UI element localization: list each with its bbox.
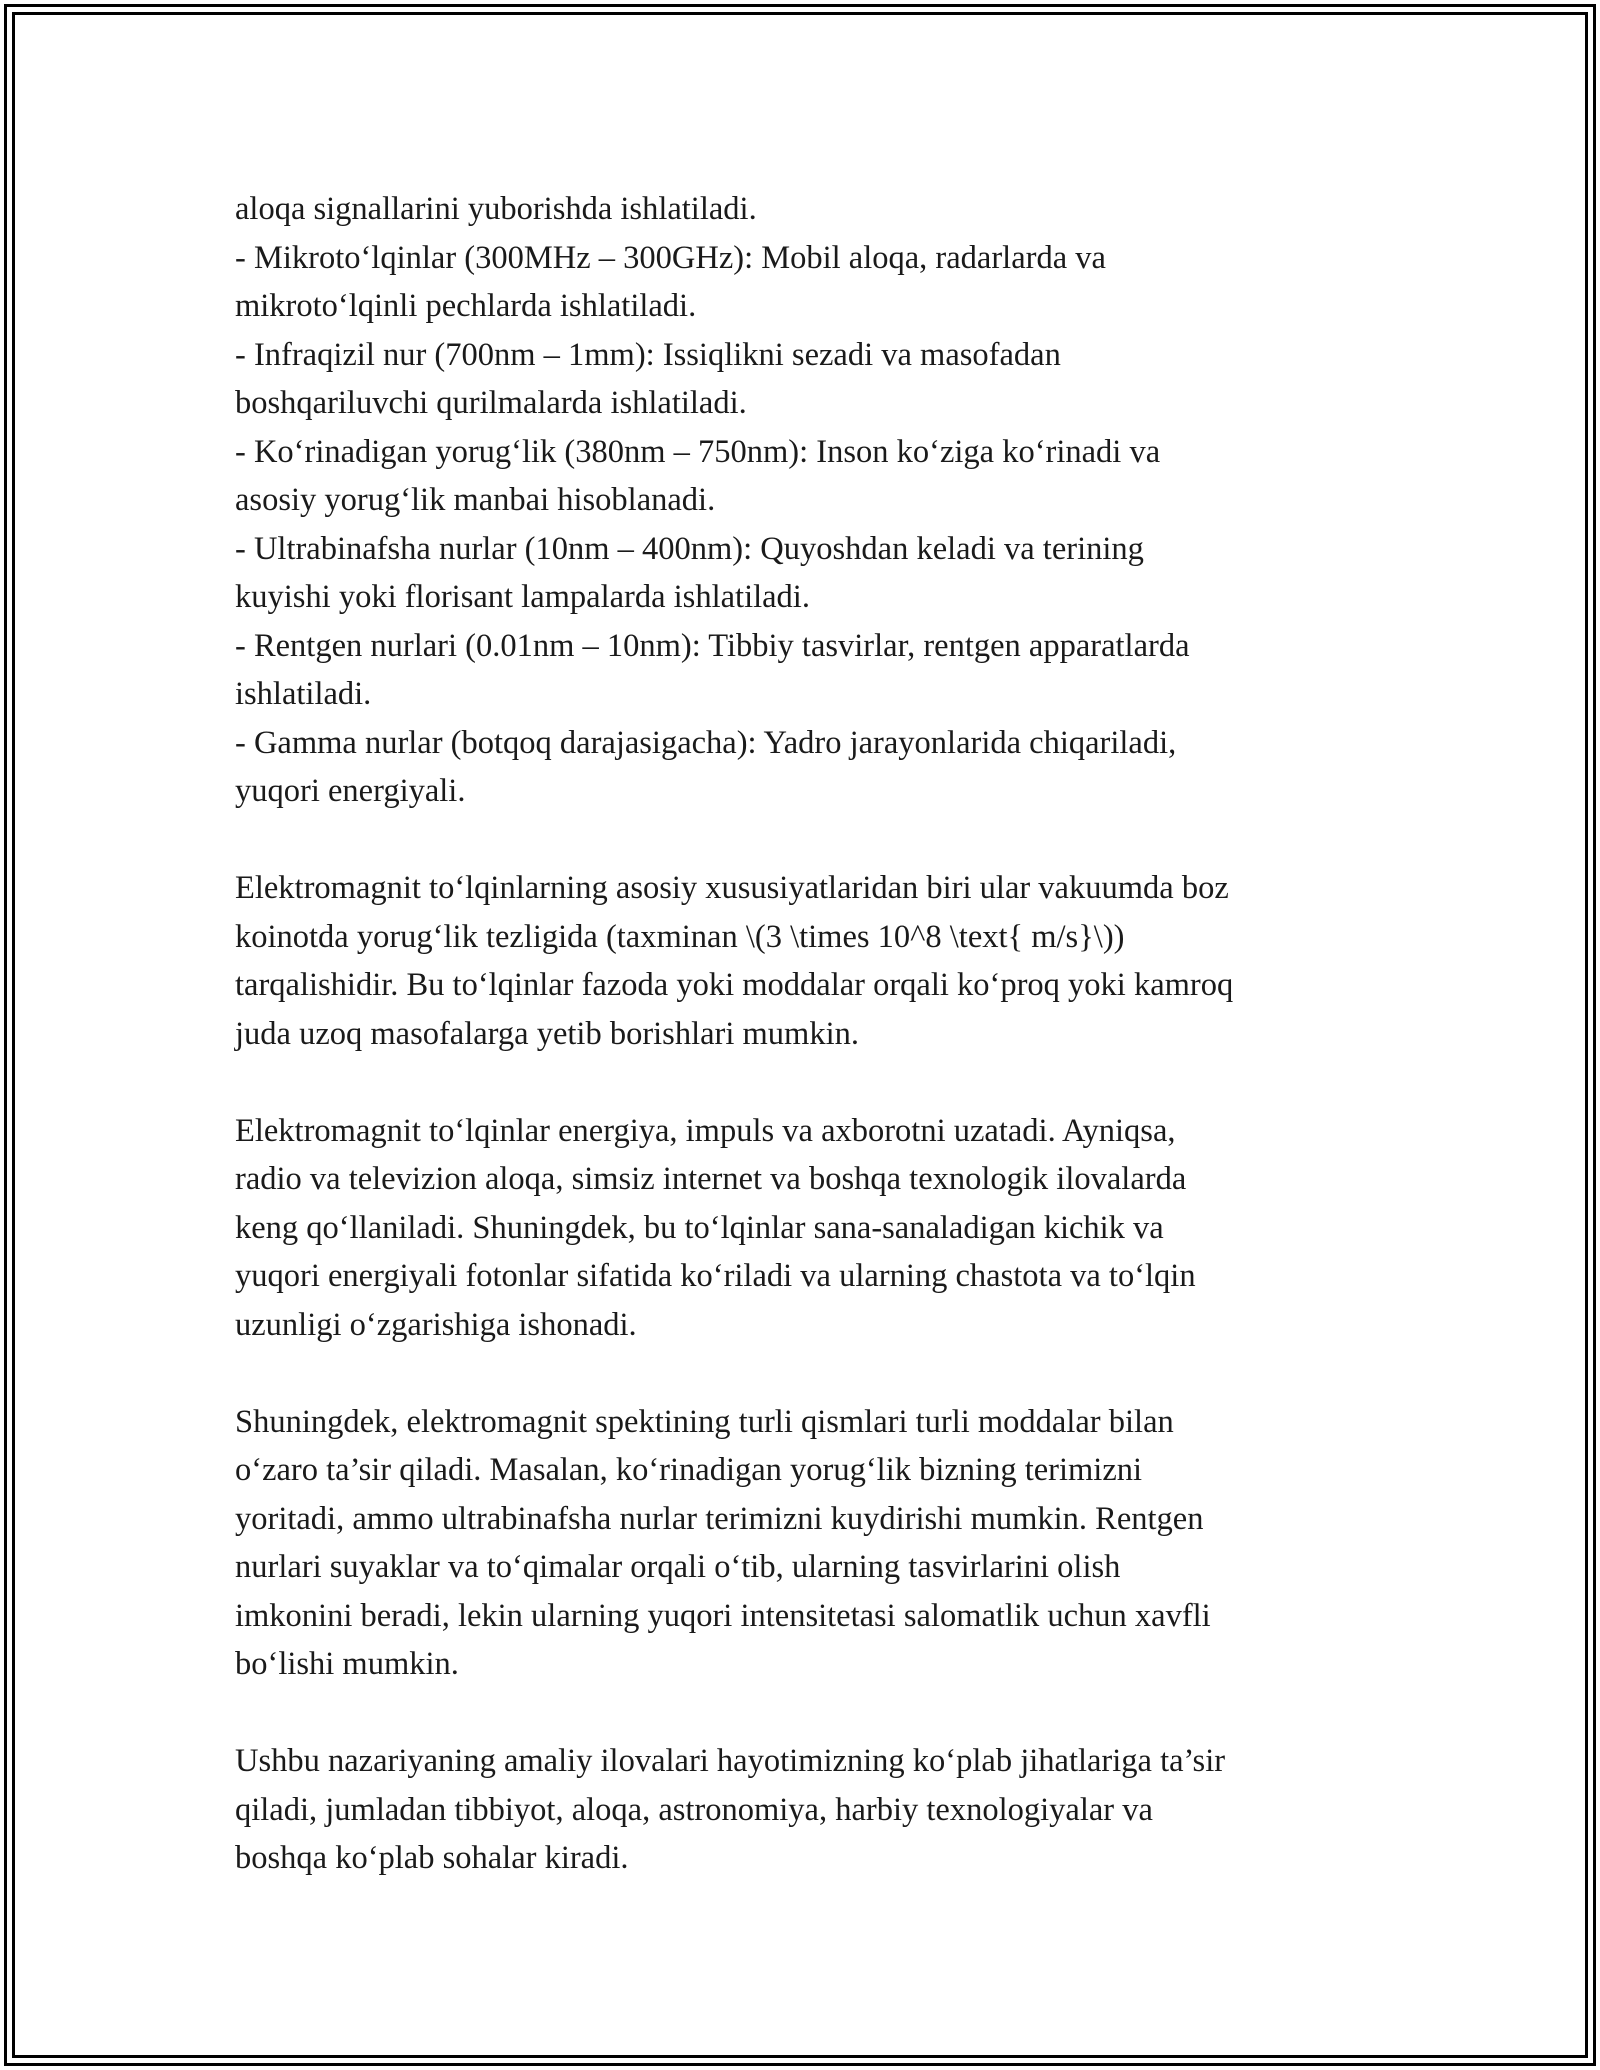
text-line: o‘zaro ta’sir qiladi. Masalan, ko‘rinadigan yorug‘lik bizning terimizni	[235, 1452, 1143, 1488]
text-line: Elektromagnit to‘lqinlarning asosiy xususiyatlaridan biri ular vakuumda boz	[235, 870, 1229, 906]
paragraph-energy-transfer	[235, 1107, 1395, 1350]
text-line: tarqalishidir. Bu to‘lqinlar fazoda yoki moddalar orqali ko‘proq yoki kamroq	[235, 967, 1234, 1003]
text-line: - Infraqizil nur (700nm – 1mm): Issiqlikni sezadi va masofadan	[235, 336, 1061, 373]
text-line: uzunligi o‘zgarishiga ishonadi.	[235, 1306, 637, 1343]
text-line: - Ko‘rinadigan yorug‘lik (380nm – 750nm): Inson ko‘ziga ko‘rinadi va	[235, 433, 1161, 470]
text-line: - Mikroto‘lqinlar (300MHz – 300GHz): Mobil aloqa, radarlarda va	[235, 239, 1106, 276]
text-line: Shuningdek, elektromagnit spektining turli qismlari turli moddalar bilan	[235, 1403, 1174, 1440]
text-line: bo‘lishi mumkin.	[235, 1646, 459, 1682]
text-line: Elektromagnit to‘lqinlar energiya, impuls va axborotni uzatadi. Ayniqsa,	[235, 1112, 1176, 1149]
paragraph-interaction	[235, 1398, 1395, 1689]
text-line: Ushbu nazariyaning amaliy ilovalari hayotimizning ko‘plab jihatlariga ta’sir	[235, 1743, 1226, 1779]
text-line: nurlari suyaklar va to‘qimalar orqali o‘tib, ularning tasvirlarini olish	[235, 1549, 1121, 1585]
text-line: juda uzoq masofalarga yetib borishlari mumkin.	[235, 1015, 859, 1052]
text-line: qiladi, jumladan tibbiyot, aloqa, astronomiya, harbiy texnologiyalar va	[235, 1791, 1153, 1828]
text-line: keng qo‘llaniladi. Shuningdek, bu to‘lqinlar sana-sanaladigan kichik va	[235, 1209, 1164, 1246]
text-line: yuqori energiyali fotonlar sifatida ko‘riladi va ularning chastota va to‘lqin	[235, 1258, 1196, 1294]
text-line: yoritadi, ammo ultrabinafsha nurlar terimizni kuydirishi mumkin. Rentgen	[235, 1500, 1204, 1537]
text-line: yuqori energiyali.	[235, 773, 466, 809]
document-body	[235, 185, 1395, 1883]
text-line: boshqa ko‘plab sohalar kiradi.	[235, 1840, 629, 1876]
text-line: radio va televizion aloqa, simsiz internet va boshqa texnologik ilovalarda	[235, 1161, 1187, 1197]
paragraph-applications	[235, 1737, 1395, 1883]
text-line: - Ultrabinafsha nurlar (10nm – 400nm): Quyoshdan keladi va terining	[235, 530, 1144, 567]
text-line: - Gamma nurlar (botqoq darajasigacha): Yadro jarayonlarida chiqariladi,	[235, 724, 1177, 761]
text-line: koinotda yorug‘lik tezligida (taxminan \(3 \times 10^8 \text{ m/s}\))	[235, 918, 1125, 955]
paragraph-gap	[235, 1058, 1395, 1107]
paragraph-gap	[235, 1349, 1395, 1398]
text-line: ishlatiladi.	[235, 676, 372, 712]
text-line: mikroto‘lqinli pechlarda ishlatiladi.	[235, 288, 697, 324]
paragraph-speed-of-light	[235, 864, 1395, 1058]
text-line: - Rentgen nurlari (0.01nm – 10nm): Tibbiy tasvirlar, rentgen apparatlarda	[235, 627, 1190, 664]
paragraph-gap	[235, 1689, 1395, 1738]
text-line: imkonini beradi, lekin ularning yuqori intensitetasi salomatlik uchun xavfli	[235, 1597, 1211, 1634]
text-line: aloqa signallarini yuborishda ishlatiladi.	[235, 191, 757, 227]
text-line: boshqariluvchi qurilmalarda ishlatiladi.	[235, 385, 747, 421]
text-line: asosiy yorug‘lik manbai hisoblanadi.	[235, 482, 716, 518]
paragraph-spectrum-list	[235, 185, 1395, 816]
text-line: kuyishi yoki florisant lampalarda ishlatiladi.	[235, 579, 810, 615]
paragraph-gap	[235, 816, 1395, 865]
